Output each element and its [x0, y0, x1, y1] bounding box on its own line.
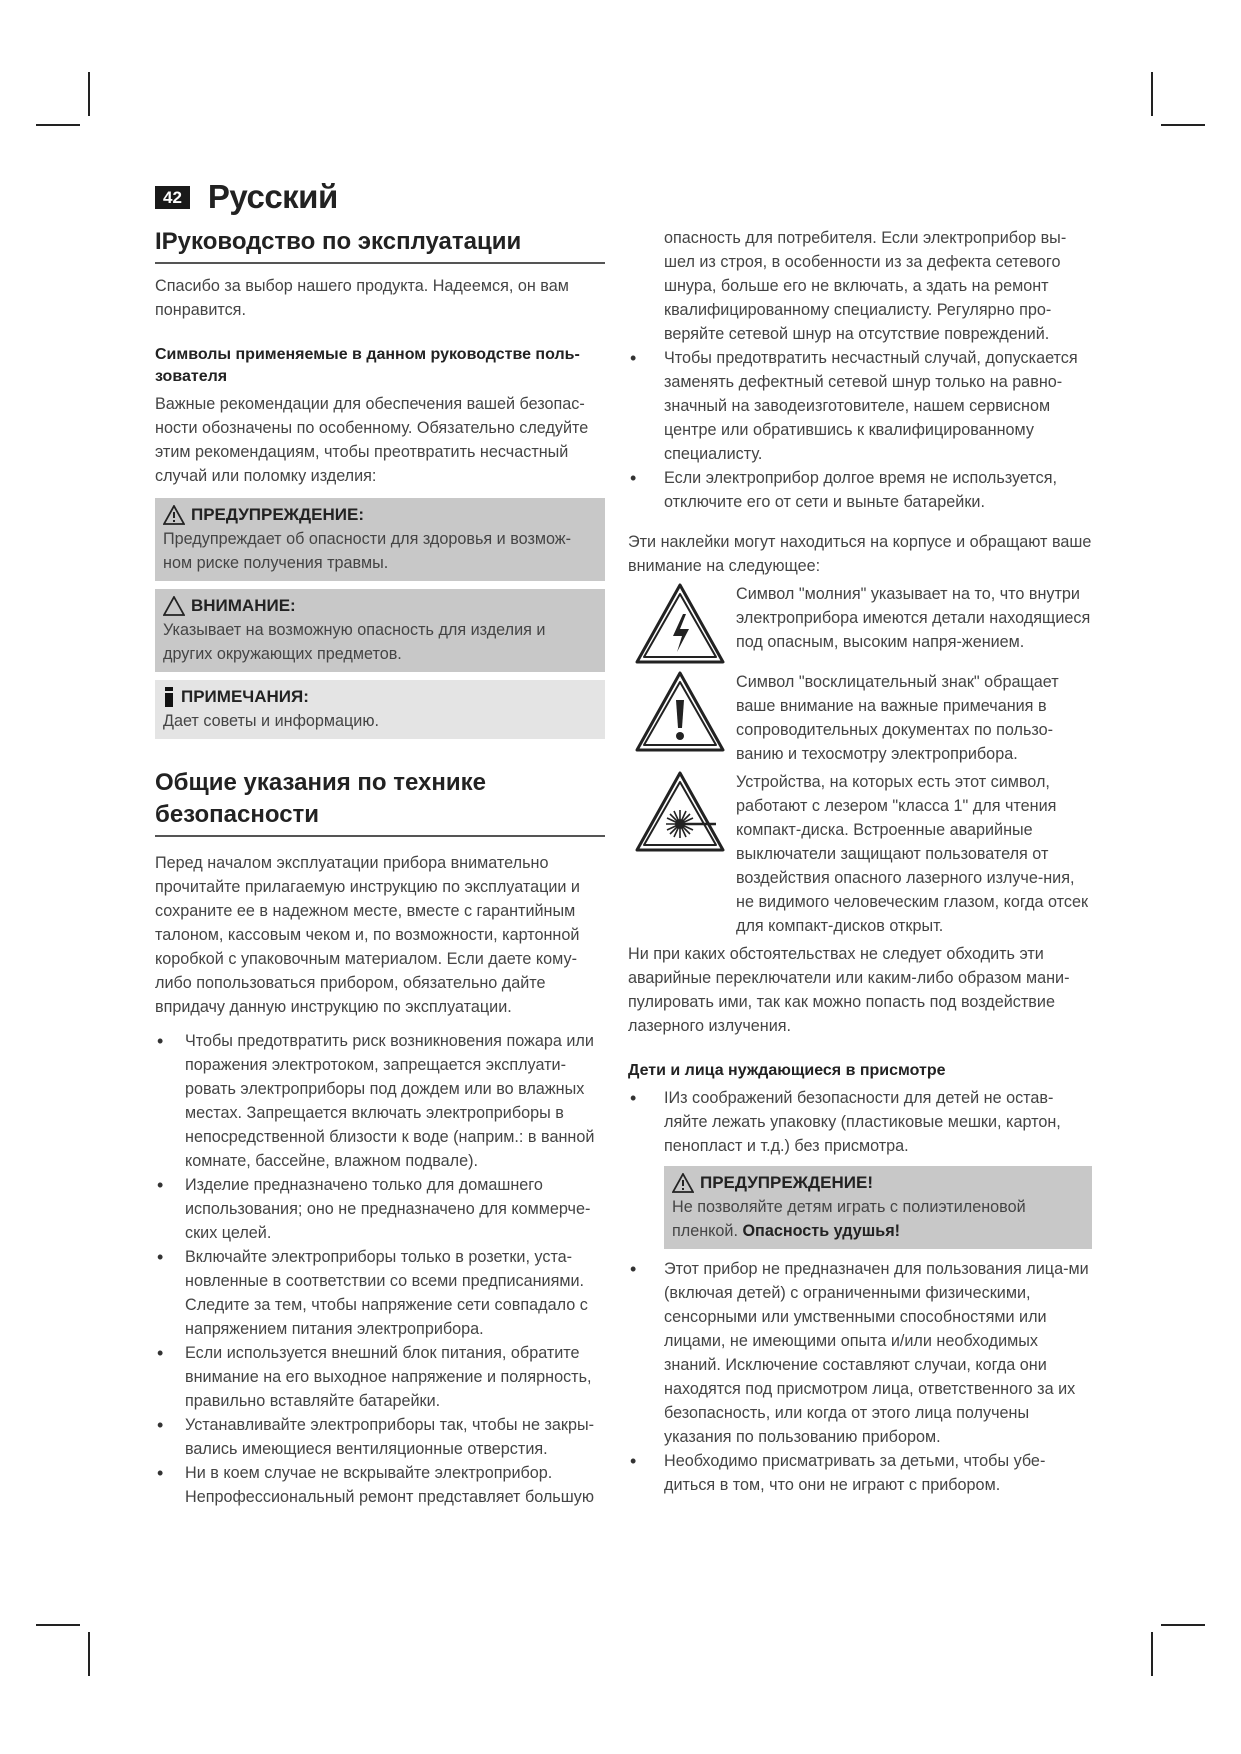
caution-triangle-icon: [163, 596, 185, 616]
safety-rule: [155, 835, 605, 837]
list-item: • Чтобы предотвратить риск возникновения пожара или поражения электротоком, запрещается эксплуати-ровать электроприборы под дождем или во влажных местах. Запрещается включать электроприборы в непосредственной близости к воде (наприм.: в ванной комнате, бассейне, влажном подвале).: [155, 1029, 605, 1173]
safety-intro: Перед началом эксплуатации прибора внимательно прочитайте прилагаемую инструкцию по эксплуатации и сохраните ее в надежном месте, вместе с гарантийным талоном, кассовым чеком и, по возможности, картонной коробкой с упаковочным материалом. Если даете кому-либо попользоваться прибором, обязательно дайте впридачу данную инструкцию по эксплуатации.: [155, 854, 580, 1016]
list-item: • Устанавливайте электроприборы так, чтобы не закры-вались имеющиеся вентиляционные отверстия.: [155, 1413, 605, 1461]
child-warning-box: [664, 1166, 1092, 1249]
intro-text: Спасибо за выбор нашего продукта. Надеемся, он вам понравится.: [155, 277, 569, 319]
list-item: • IИз соображений безопасности для детей не остав-ляйте лежать упаковку (пластиковые мешки, картон, пенопласт и т.д.) без присмотра.: [628, 1086, 1092, 1158]
laser-warning-icon: [634, 770, 726, 854]
manual-title: IРуководство по эксплуатации: [155, 228, 522, 255]
title-rule: [155, 262, 605, 264]
children-list: [628, 1257, 1092, 1497]
list-item: • Чтобы предотвратить несчастный случай, допускается заменять дефектный сетевой шнур только на равно-значный на заводеизготовителе, нашем сервисном центре или обратившись к квалифицированному специалисту.: [628, 346, 1092, 466]
note-title: ПРИМЕЧАНИЯ:: [181, 687, 309, 706]
crop-mark: [1161, 124, 1205, 126]
list-item: • Изделие предназначено только для домашнего использования; оно не предназначено для коммерче-ских целей.: [155, 1173, 605, 1245]
symbol-text: Устройства, на которых есть этот символ, работают с лезером "класса 1" для чтения компакт-диска. Встроенные аварийные выключатели защищают пользователя от воздействия опасного лазерного излуче-ния, не видимого человеческим глазом, когда отсек для компакт-дисков открыт.: [736, 773, 1089, 935]
crop-mark: [88, 1632, 90, 1676]
note-box: [155, 680, 605, 739]
children-heading: Дети и лица нуждающиеся в присмотре: [628, 1062, 946, 1079]
list-item: • Этот прибор не предназначен для пользования лица-ми (включая детей) с ограниченными физическими, сенсорными или умственными способностями или лицами, не имеющими опыта и/или необходимых знаний. Исключение составляют случаи, когда они находятся под присмотром лица, ответственного за их безопасность, или когда от этого лица получены указания по пользованию прибором.: [628, 1257, 1092, 1449]
symbol-row: [628, 582, 1092, 666]
safety-title-line1: Общие указания по технике: [155, 769, 486, 796]
children-list-top: [628, 1086, 1092, 1158]
list-item: • Ни в коем случае не вскрывайте электроприбор. Непрофессиональный ремонт представляет большую: [155, 1461, 605, 1509]
child-warning-title: ПРЕДУПРЕЖДЕНИЕ!: [700, 1173, 873, 1192]
lightning-warning-icon: [634, 582, 726, 666]
left-column: [155, 226, 605, 1509]
language-title: Русский: [207, 178, 338, 215]
right-column: [628, 226, 1092, 1497]
warning-triangle-icon: [672, 1173, 694, 1193]
labels-intro: Эти наклейки могут находиться на корпусе и обращают ваше внимание на следующее:: [628, 533, 1092, 575]
note-text: Дает советы и информацию.: [163, 712, 379, 730]
symbol-text: Символ "молния" указывает на то, что внутри электроприбора имеются детали находящиеся под опасным, высоким напря-жением.: [736, 585, 1091, 651]
symbol-row: [628, 670, 1092, 766]
caution-text: Указывает на возможную опасность для изделия и других окружающих предметов.: [163, 621, 546, 663]
caution-box: [155, 589, 605, 672]
page-number: 42: [155, 186, 190, 209]
safety-list: [155, 1029, 605, 1509]
symbol-row: [628, 770, 1092, 938]
crop-mark: [88, 72, 90, 116]
crop-mark: [36, 124, 80, 126]
safety-title-line2: безопасности: [155, 801, 320, 828]
symbols-heading: Символы применяемые в данном руководстве поль-зователя: [155, 346, 580, 385]
exclamation-warning-icon: [634, 670, 726, 754]
crop-mark: [1151, 1632, 1153, 1676]
symbol-text: Символ "восклицательный знак" обращает ваше внимание на важные примечания в сопроводительных документах по пользо-ванию и техосмотру электроприбора.: [736, 673, 1059, 763]
right-list: [628, 346, 1092, 514]
warning-box: [155, 498, 605, 581]
warning-title: ПРЕДУПРЕЖДЕНИЕ:: [191, 505, 364, 524]
crop-mark: [1151, 72, 1153, 116]
list-item: • Необходимо присматривать за детьми, чтобы убе-диться в том, что они не играют с прибором.: [628, 1449, 1092, 1497]
info-icon: [163, 687, 175, 707]
warning-text: Предупреждает об опасности для здоровья и возмож-ном риске получения травмы.: [163, 530, 572, 572]
crop-mark: [36, 1624, 80, 1626]
list-item: • Если используется внешний блок питания, обратите внимание на его выходное напряжение и полярность, правильно вставляйте батарейки.: [155, 1341, 605, 1413]
child-warning-text: Не позволяйте детям играть с полиэтиленовой пленкой.: [672, 1198, 1026, 1240]
crop-mark: [1161, 1624, 1205, 1626]
continuation-text: опасность для потребителя. Если электроприбор вы-шел из строя, в особенности из за дефекта сетевого шнура, больше его не включать, а здать на ремонт квалифицированному специалисту. Регулярно про-веряйте сетевой шнур на отсутствие повреждений.: [664, 229, 1067, 343]
laser-text: Ни при каких обстоятельствах не следует обходить эти аварийные переключатели или каким-либо образом мани-пулировать ими, так как можно попасть под воздействие лазерного излучения.: [628, 945, 1070, 1035]
list-item: • Включайте электроприборы только в розетки, уста-новленные в соответствии со всеми предписаниями. Следите за тем, чтобы напряжение сети совпадало с напряжением питания электроприбора.: [155, 1245, 605, 1341]
list-item: • Если электроприбор долгое время не используется, отключите его от сети и выньте батарейки.: [628, 466, 1092, 514]
page-header: [155, 178, 338, 216]
symbols-text: Важные рекомендации для обеспечения вашей безопас-ности обозначены по особенному. Обязательно следуйте этим рекомендациям, чтобы преотвратить несчастный случай или поломку изделия:: [155, 395, 589, 485]
warning-triangle-icon: [163, 505, 185, 525]
caution-title: ВНИМАНИЕ:: [191, 596, 296, 615]
child-warning-emphasis: Опасность удушья!: [742, 1222, 901, 1240]
